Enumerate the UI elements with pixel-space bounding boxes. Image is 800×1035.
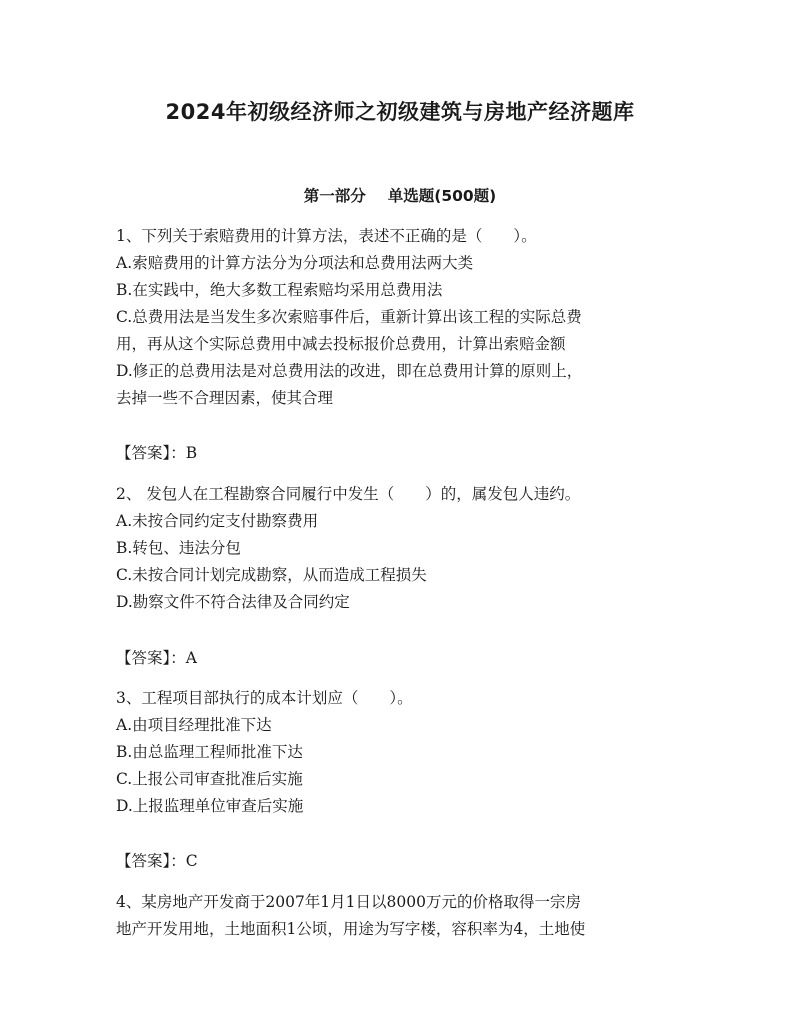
section-name: 单选题(500题) bbox=[387, 187, 497, 205]
section-part: 第一部分 bbox=[303, 187, 366, 205]
question-4-stem-cont: 地产开发用地，土地面积1公顷，用途为写字楼，容积率为4，土地使 bbox=[116, 920, 586, 938]
question-3-option-a: A.由项目经理批准下达 bbox=[116, 716, 272, 734]
question-1-stem: 1、下列关于索赔费用的计算方法，表述不正确的是（ ）。 bbox=[116, 227, 537, 245]
question-2-option-d: D.勘察文件不符合法律及合同约定 bbox=[116, 593, 350, 611]
question-2-answer: 【答案】：A bbox=[116, 649, 197, 667]
question-2-option-b: B.转包、违法分包 bbox=[116, 539, 241, 557]
question-1-option-b: B.在实践中，绝大多数工程索赔均采用总费用法 bbox=[116, 281, 443, 299]
question-2-option-a: A.未按合同约定支付勘察费用 bbox=[116, 512, 319, 530]
question-1-option-c: C.总费用法是当发生多次索赔事件后，重新计算出该工程的实际总费 bbox=[116, 308, 582, 326]
question-3-answer: 【答案】：C bbox=[116, 852, 198, 870]
question-3-option-b: B.由总监理工程师批准下达 bbox=[116, 743, 303, 761]
question-3-stem: 3、工程项目部执行的成本计划应（ ）。 bbox=[116, 689, 413, 707]
question-1-option-a: A.索赔费用的计算方法分为分项法和总费用法两大类 bbox=[116, 254, 474, 272]
question-4-stem: 4、某房地产开发商于2007年1月1日以8000万元的价格取得一宗房 bbox=[116, 893, 581, 911]
question-3-option-d: D.上报监理单位审查后实施 bbox=[116, 797, 304, 815]
question-1-answer: 【答案】：B bbox=[116, 444, 198, 462]
question-1-option-d: D.修正的总费用法是对总费用法的改进，即在总费用计算的原则上， bbox=[116, 362, 583, 380]
question-2-option-c: C.未按合同计划完成勘察，从而造成工程损失 bbox=[116, 566, 427, 584]
section-heading bbox=[0, 184, 800, 206]
question-1-option-d-cont: 去掉一些不合理因素，使其合理 bbox=[116, 389, 334, 407]
document-title: 2024年初级经济师之初级建筑与房地产经济题库 bbox=[165, 100, 635, 124]
question-2-stem: 2、 发包人在工程勘察合同履行中发生（ ）的，属发包人违约。 bbox=[116, 485, 581, 503]
question-3-option-c: C.上报公司审查批准后实施 bbox=[116, 770, 303, 788]
question-1-option-c-cont: 用，再从这个实际总费用中减去投标报价总费用，计算出索赔金额 bbox=[116, 335, 566, 353]
